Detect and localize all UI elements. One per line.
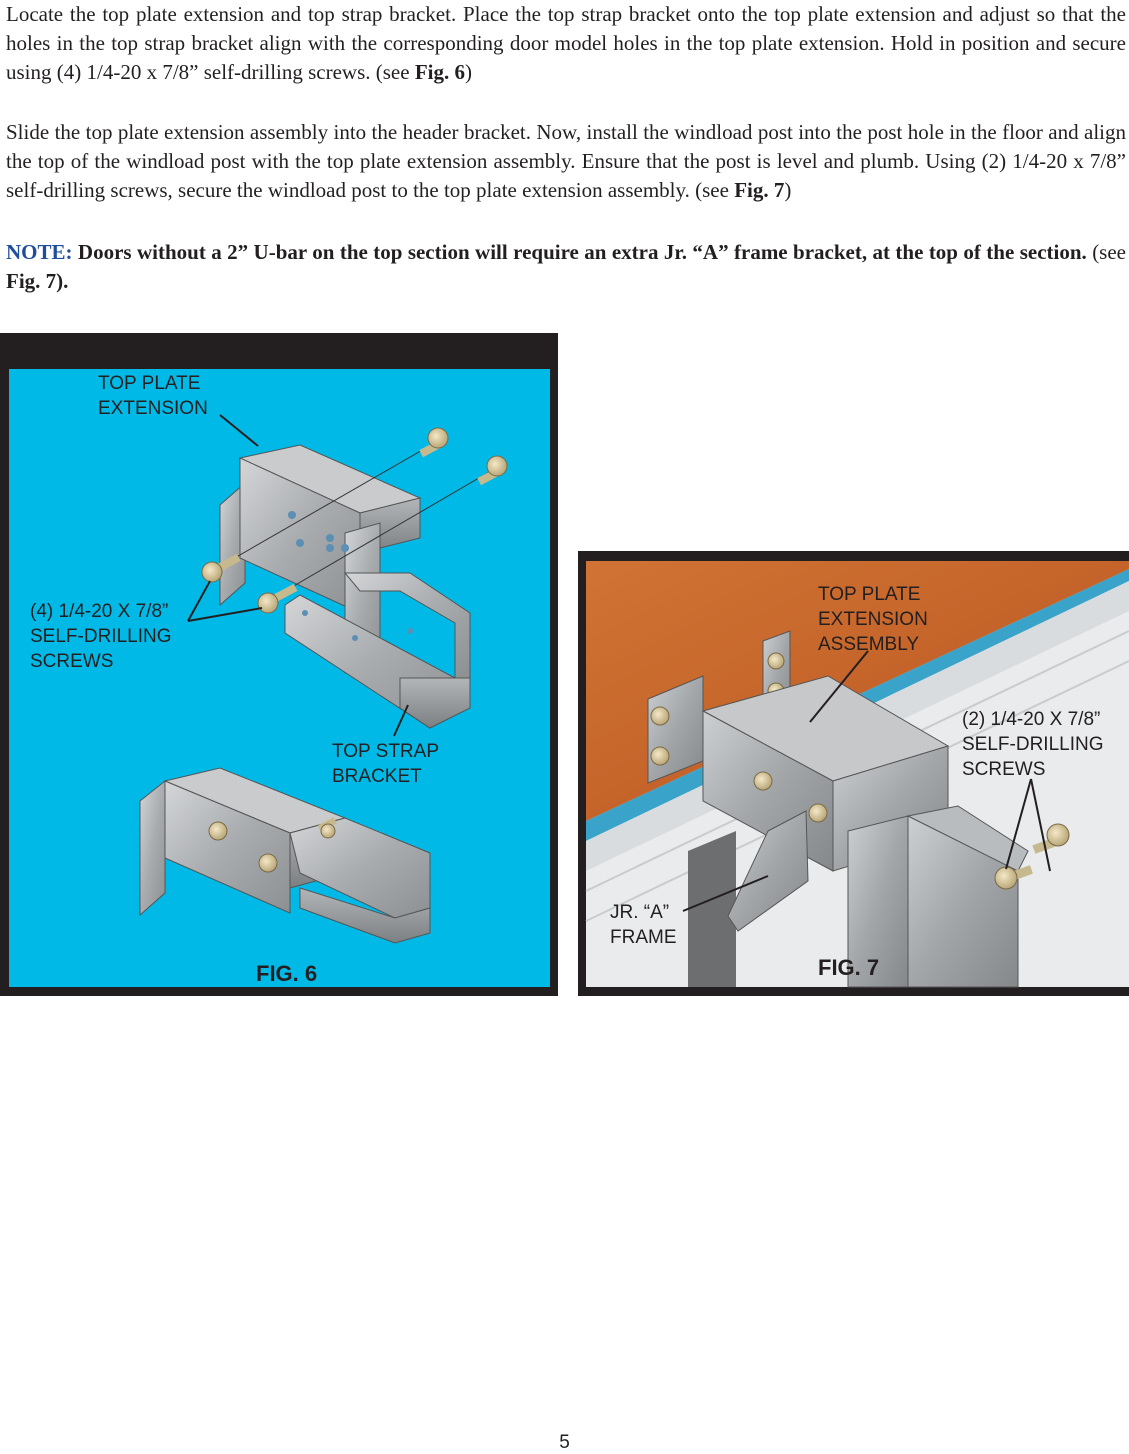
paragraph-tail: ) [465,60,472,84]
figure-6-illustration [0,333,558,996]
strap-label-line1: TOP STRAP [332,741,439,762]
figure-7-caption: FIG. 7 [818,955,880,980]
note-paragraph [6,238,1126,296]
screws-label-line2: SELF-DRILLING [962,734,1104,755]
figure-6-caption: FIG. 6 [256,961,318,986]
top-plate-label-line2: EXTENSION [98,398,208,419]
note-text: Doors without a 2” U-bar on the top section will require an extra Jr. “A” frame bracket, at the top of the section. [72,240,1087,264]
instruction-paragraph-2 [6,118,1126,205]
figure-reference: Fig. 7 [734,178,785,202]
figure-6 [0,333,558,996]
assembly-label-line1: TOP PLATE [818,584,921,605]
screws-label-line3: SCREWS [962,759,1046,780]
screws-label-line3: SCREWS [30,651,114,672]
paragraph-tail: ) [784,178,792,202]
note-see: (see [1086,240,1126,264]
note-tail: ). [56,269,69,293]
strap-label-line2: BRACKET [332,766,422,787]
frame-label-line1: JR. “A” [610,902,670,923]
top-plate-label-line1: TOP PLATE [98,373,201,394]
windload-post [688,831,736,987]
figure-7 [578,551,1129,996]
paragraph-text: Locate the top plate extension and top strap bracket. Place the top strap bracket onto the top plate extension and adjust so that the holes in the top strap bracket align with the corresponding door model holes in the top plate extension. Hold in position and secure using (4) 1/4-20 x 7/8” self-drilling screws. (see [6,2,1126,84]
page-number: 5 [559,1432,570,1453]
instruction-paragraph-1 [6,0,1126,87]
paragraph-text: Slide the top plate extension assembly into the header bracket. Now, install the windload post into the post hole in the floor and align the top of the windload post with the top plate extension assembly. Ensure that the post is level and plumb. Using (2) 1/4-20 x 7/8” self-drilling screws, secure the windload post to the top plate extension assembly. (see [6,120,1126,202]
assembly-label-line3: ASSEMBLY [818,634,920,655]
screws-label-line1: (2) 1/4-20 X 7/8” [962,709,1101,730]
screws-label-line1: (4) 1/4-20 X 7/8” [30,601,169,622]
screws-label-line2: SELF-DRILLING [30,626,172,647]
frame-label-line2: FRAME [610,927,677,948]
figure-reference: Fig. 6 [414,60,465,84]
assembly-label-line2: EXTENSION [818,609,928,630]
figure-reference: Fig. 7 [6,269,57,293]
note-label: NOTE: [6,240,73,264]
figure-7-illustration [578,551,1129,996]
